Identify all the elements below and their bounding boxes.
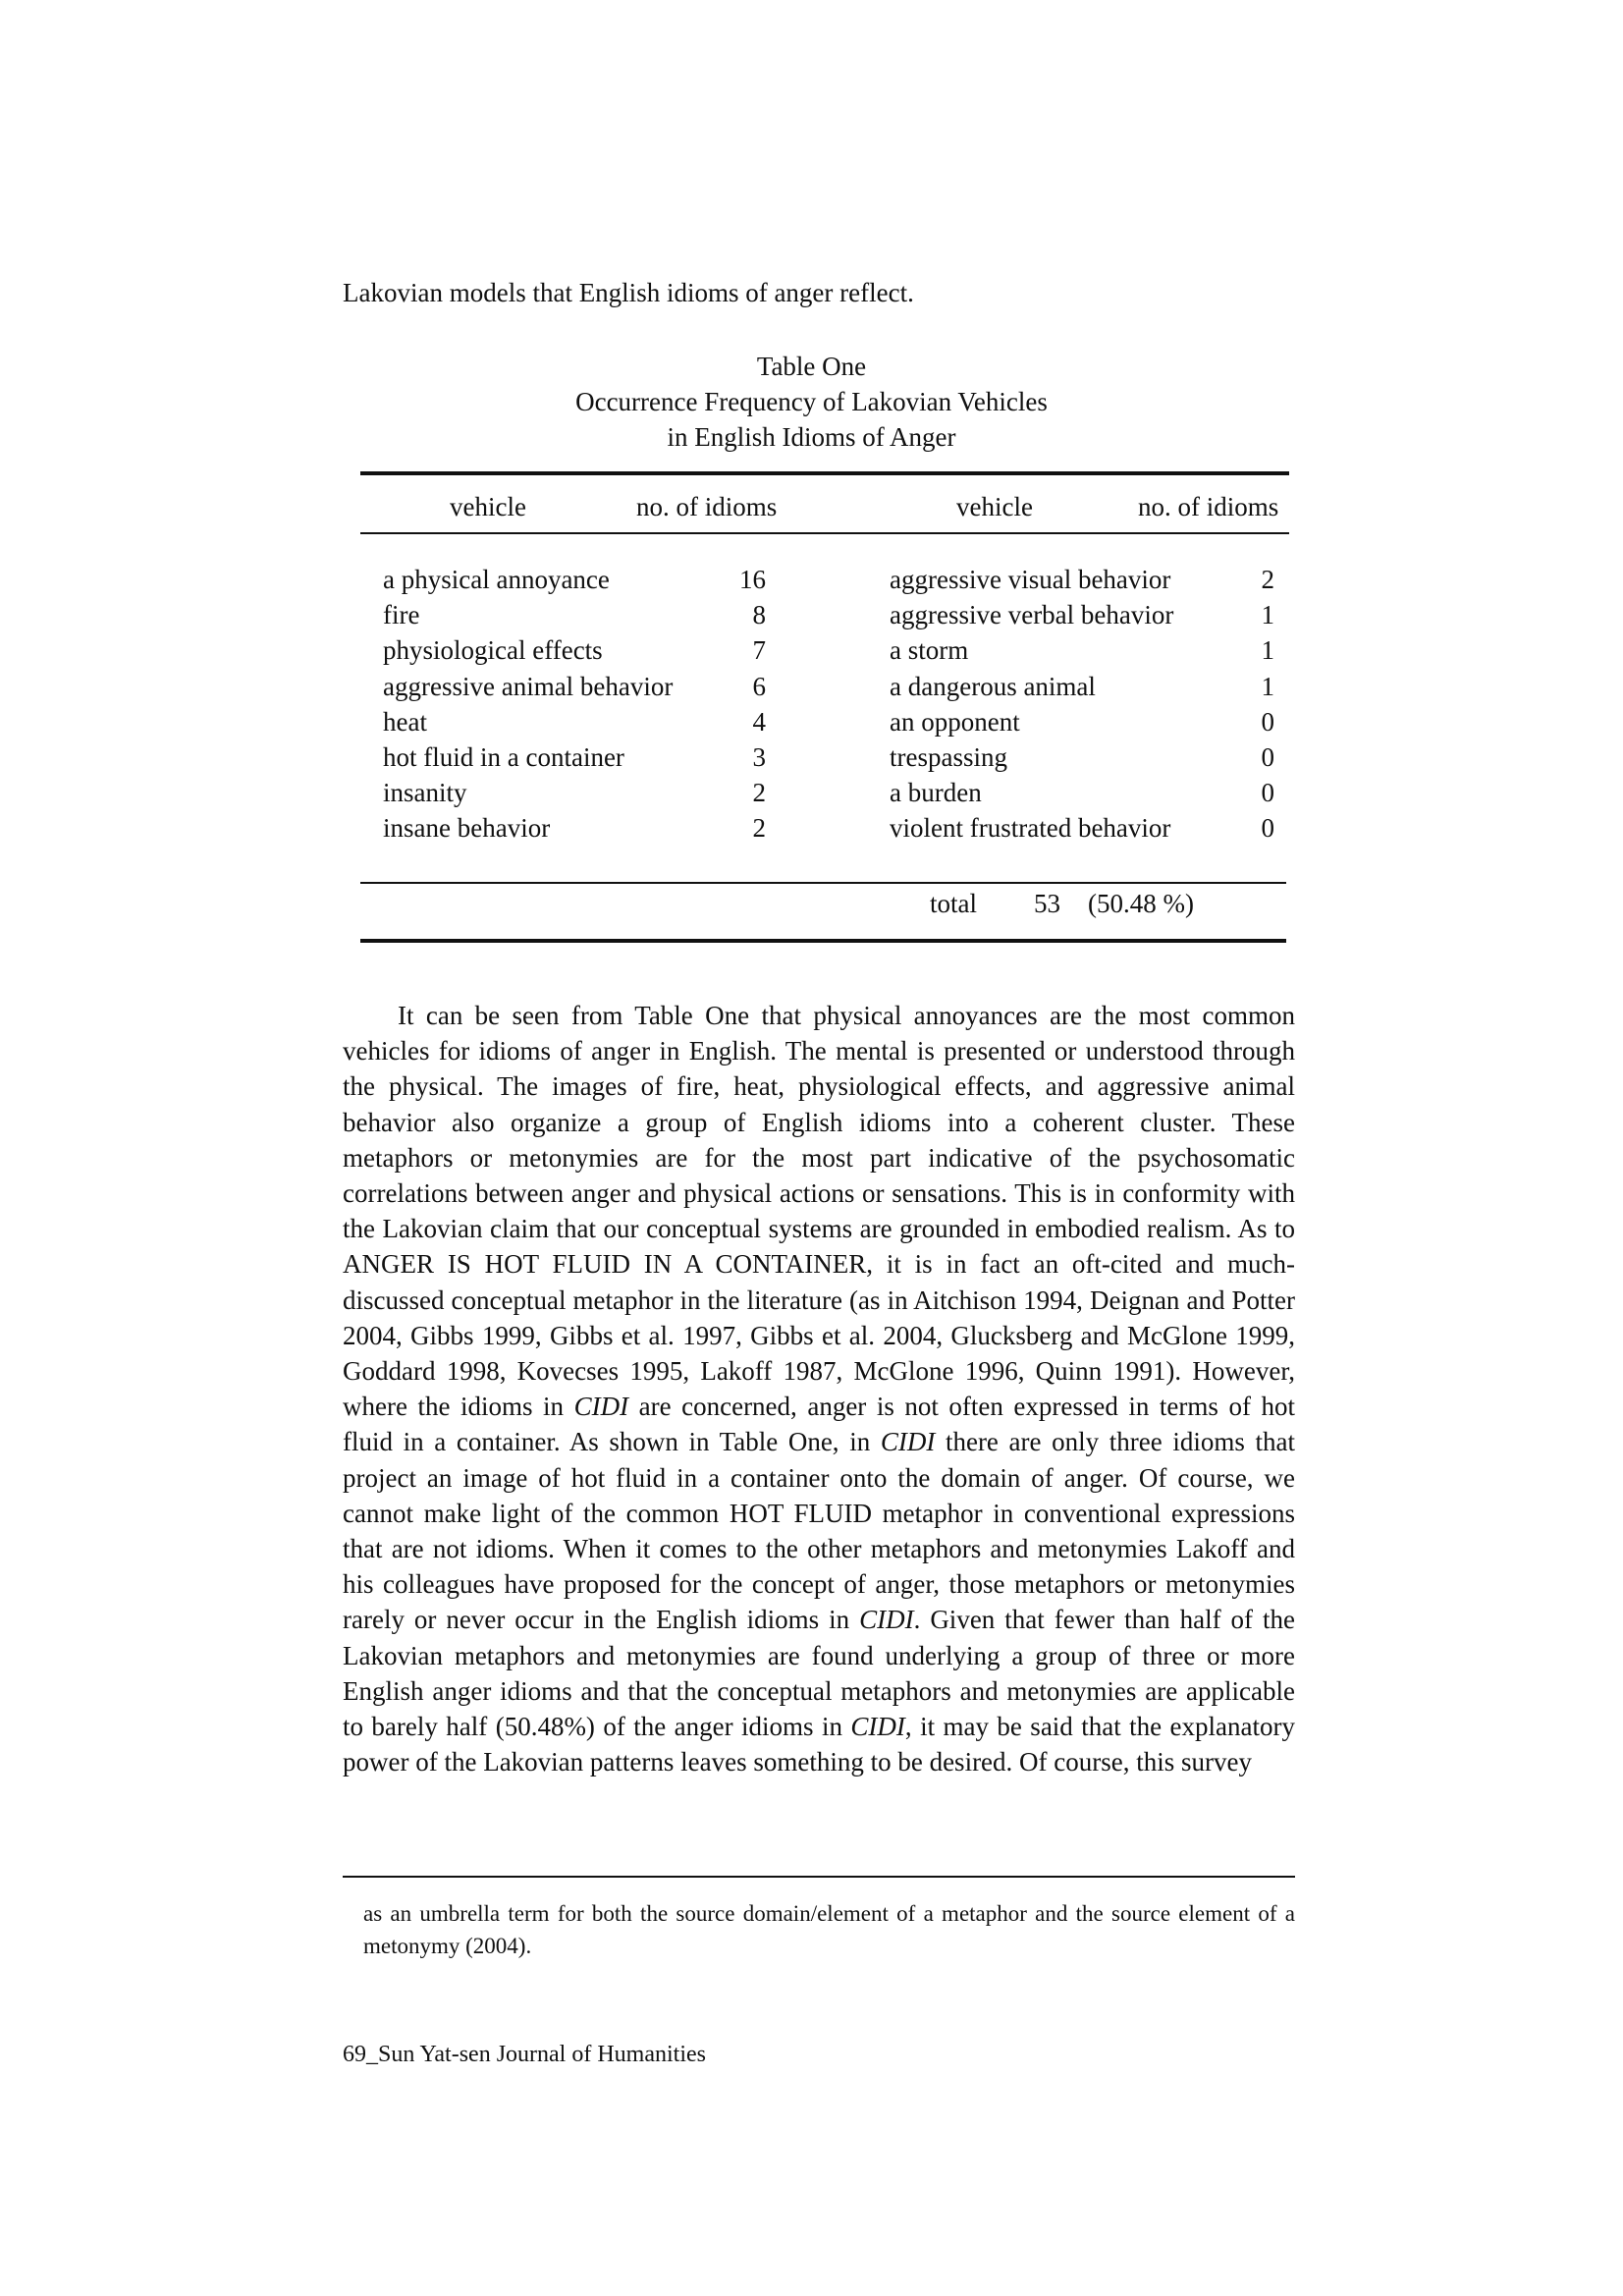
left-vehicle-cell: physiological effects — [383, 635, 603, 666]
right-vehicle-cell: a burden — [890, 778, 982, 808]
paragraph-segment: . Given that fewer than half of the Lakovian metaphors and metonymies are found underlying a group of three or more English anger idioms and that the conceptual metaphors and metonymies are applicable to barely half (50.48%) of the anger idioms in — [343, 1605, 1295, 1742]
left-count-cell: 8 — [752, 600, 766, 630]
header-right-count: no. of idioms — [1138, 492, 1279, 521]
left-count-cell: 6 — [752, 671, 766, 701]
table-title-line-1: Occurrence Frequency of Lakovian Vehicles — [575, 387, 1048, 416]
footnote-rule — [343, 1876, 1295, 1878]
left-vehicle-cell: hot fluid in a container — [383, 742, 624, 772]
italic-term: CIDI — [573, 1392, 629, 1422]
right-vehicle-cell: an opponent — [890, 706, 1020, 737]
right-count-cell: 1 — [1261, 600, 1274, 630]
right-vehicle-cell: trespassing — [890, 742, 1007, 772]
left-count-cell: 2 — [752, 813, 766, 844]
left-vehicle-cell: aggressive animal behavior — [383, 671, 674, 701]
total-label: total — [930, 889, 977, 918]
left-vehicle-cell: insanity — [383, 778, 467, 808]
table-total-rule — [360, 882, 1286, 884]
left-count-cell: 7 — [752, 635, 766, 666]
right-vehicle-cell: aggressive visual behavior — [890, 565, 1171, 594]
header-right-vehicle: vehicle — [956, 492, 1033, 521]
table-bottom-rule — [360, 939, 1286, 943]
left-vehicle-cell: a physical annoyance — [383, 565, 610, 594]
left-count-cell: 16 — [739, 565, 766, 594]
intro-line: Lakovian models that English idioms of anger reflect. — [343, 278, 914, 307]
left-vehicle-cell: heat — [383, 706, 427, 737]
right-count-cell: 0 — [1261, 813, 1274, 844]
paragraph-segment: It can be seen from Table One that physical annoyances are the most common vehicles for idioms of anger in English. The mental is presented or understood through the physical. The images of fire, heat, physiological effects, and aggressive animal behavior also organize a group of English idioms into a coherent cluster. These metaphors or metonymies are for the most part indicative of the psychosomatic correlations between anger and physical actions or sensations. This is in conformity with the Lakovian claim that our conceptual systems are grounded in embodied realism. As to ANGER IS HOT FLUID IN A CONTAINER, it is in fact an oft-cited and much-discussed conceptual metaphor in the literature (as in Aitchison 1994, Deignan and Potter 2004, Gibbs 1999, Gibbs et al. 1997, Gibbs et al. 2004, Glucksberg and McGlone 1999, Goddard 1998, Kovecses 1995, Lakoff 1987, McGlone 1996, Quinn 1991). However, where the idioms in — [343, 1001, 1295, 1422]
total-value: 53 — [1034, 889, 1060, 918]
table-label: Table One — [756, 352, 867, 381]
paragraph-segment: , it may be said that the explanatory power of the Lakovian patterns leaves something to be desired. Of course, this survey — [343, 1712, 1295, 1777]
right-count-cell: 1 — [1261, 635, 1274, 666]
paragraph-segment: are concerned, anger is not often expressed in terms of hot fluid in a container. As shown in Table One, in — [343, 1392, 1295, 1457]
total-percent: (50.48 %) — [1088, 889, 1194, 918]
left-count-cell: 3 — [752, 742, 766, 772]
italic-term: CIDI — [850, 1712, 905, 1742]
body-paragraph — [343, 998, 1295, 1779]
left-count-cell: 4 — [752, 706, 766, 737]
footnote: as an umbrella term for both the source domain/element of a metaphor and the source element of a metonymy (2004). — [363, 1901, 1295, 1958]
header-left-count: no. of idioms — [636, 492, 778, 521]
right-count-cell: 2 — [1261, 565, 1274, 594]
italic-term: CIDI — [859, 1605, 914, 1635]
right-count-cell: 0 — [1261, 742, 1274, 772]
left-vehicle-cell: fire — [383, 600, 420, 630]
header-left-vehicle: vehicle — [450, 492, 526, 521]
right-vehicle-cell: violent frustrated behavior — [890, 813, 1171, 844]
right-count-cell: 0 — [1261, 706, 1274, 737]
table-header-rule — [360, 532, 1289, 534]
page-footer: 69_Sun Yat-sen Journal of Humanities — [343, 2042, 706, 2067]
paragraph-segment: there are only three idioms that project an image of hot fluid in a container onto the domain of anger. Of course, we cannot make light of the common HOT FLUID metaphor in conventional expressions that are not idioms. When it comes to the other metaphors and metonymies Lakoff and his colleagues have proposed for the concept of anger, those metaphors or metonymies rarely or never occur in the English idioms in — [343, 1427, 1295, 1635]
left-vehicle-cell: insane behavior — [383, 813, 551, 844]
table-top-rule — [360, 471, 1289, 475]
table-title-line-2: in English Idioms of Anger — [667, 422, 956, 452]
left-count-cell: 2 — [752, 778, 766, 808]
paragraph-text — [343, 998, 1295, 1779]
right-vehicle-cell: aggressive verbal behavior — [890, 600, 1174, 630]
right-vehicle-cell: a storm — [890, 635, 969, 666]
italic-term: CIDI — [880, 1427, 936, 1457]
right-count-cell: 1 — [1261, 671, 1274, 701]
right-vehicle-cell: a dangerous animal — [890, 671, 1096, 701]
right-count-cell: 0 — [1261, 778, 1274, 808]
